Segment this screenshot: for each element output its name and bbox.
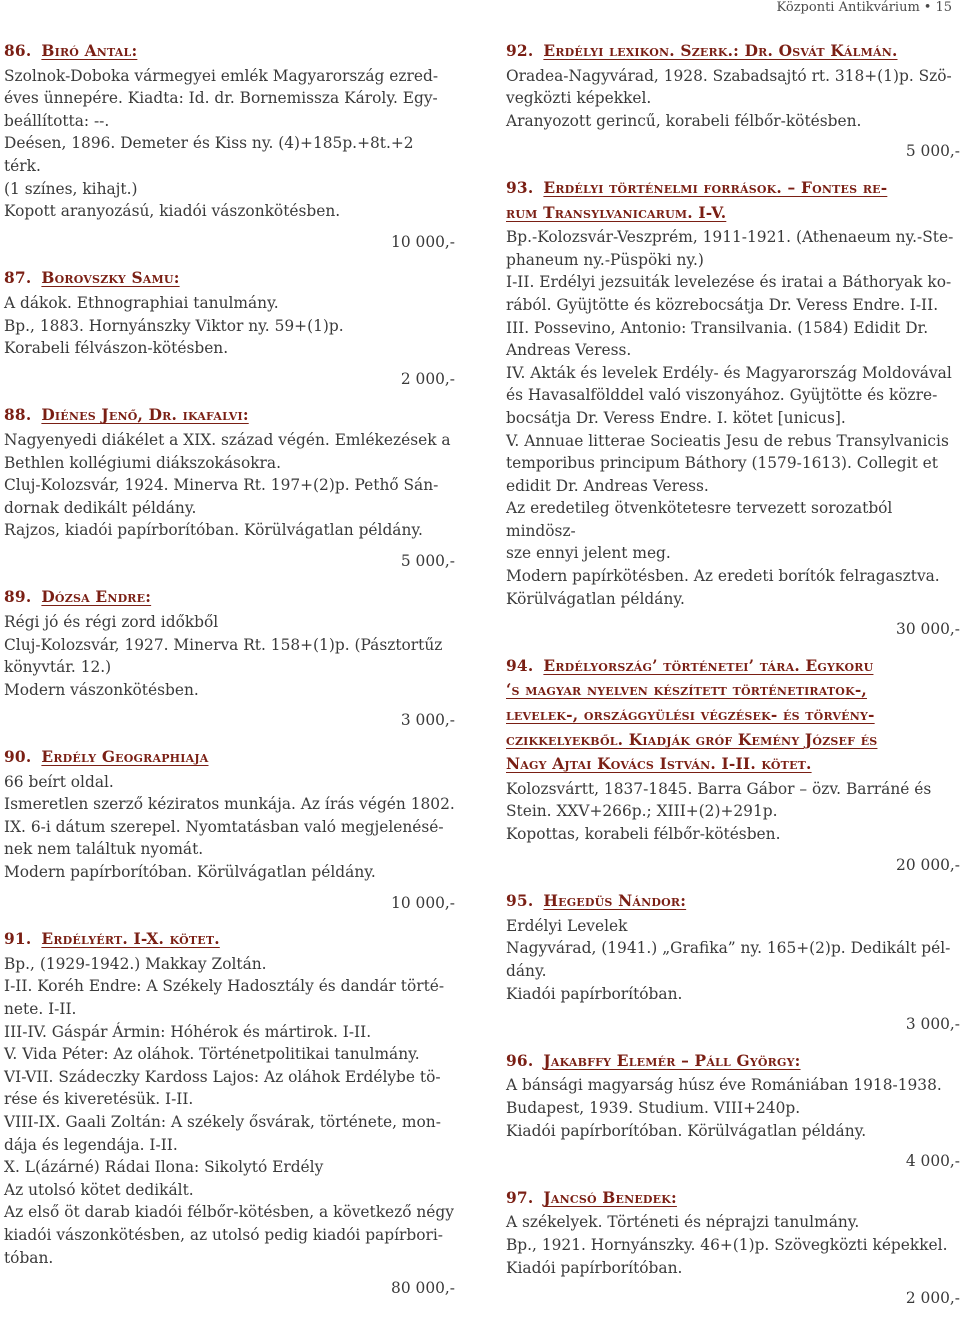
entry-description-line: phaneum ny.-Püspöki ny.)	[506, 250, 704, 269]
entry-title-text: levelek-, országgyülési végzések- és törvény-	[506, 706, 875, 725]
entry-description-line: Aranyozott gerincű, korabeli félbőr-kötésben.	[506, 111, 862, 130]
entry-title-continued	[506, 679, 960, 702]
entry-price: 2 000,-	[400, 369, 455, 388]
entry-price: 3 000,-	[400, 711, 455, 730]
entry-price: 4 000,-	[905, 1152, 960, 1171]
entry-description-line: Modern vászonkötésben.	[4, 680, 199, 699]
entry-description-line: Ismeretlen szerző kéziratos munkája. Az írás végén 1802.	[4, 795, 455, 814]
entry-description-line: Bp., (1929-1942.) Makkay Zoltán.	[4, 954, 267, 973]
entry-title-continued	[506, 704, 960, 727]
catalog-entry	[506, 1187, 960, 1310]
entry-author-title: Biró Antal:	[41, 42, 138, 60]
entry-description-line: dány.	[506, 961, 547, 980]
entry-description-line: könyvtár. 12.)	[4, 658, 112, 677]
entry-description-line: Régi jó és régi zord időkből	[4, 613, 219, 632]
catalog-entry	[4, 746, 455, 914]
entry-description-line: dornak dedikált példány.	[4, 498, 197, 517]
entry-description-line: Andreas Veress.	[506, 341, 632, 360]
entry-number: 96.	[506, 1051, 534, 1070]
catalog-entry	[4, 404, 455, 572]
entry-description-line: Deésen, 1896. Demeter és Kiss ny. (4)+185p.+8t.+2 térk.	[4, 134, 414, 175]
entry-title	[506, 655, 960, 678]
entry-title	[506, 177, 960, 200]
entry-description-line: A bánsági magyarság húsz éve Romániában 1918-1938.	[506, 1076, 942, 1095]
entry-description-line: és Havasalfölddel való viszonyához. Gyüjtötte és közre-	[506, 386, 938, 405]
entry-description-line: VIII-IX. Gaali Zoltán: A székely ősvárak, története, mon-	[4, 1112, 441, 1131]
entry-description-line: vegközti képekkel.	[506, 89, 652, 108]
entry-description-line: Cluj-Kolozsvár, 1924. Minerva Rt. 197+(2)p. Pethő Sán-	[4, 476, 439, 495]
entry-description-line: Az utolsó kötet dedikált.	[4, 1180, 194, 1199]
entry-description-line: Modern papírkötésben. Az eredeti borítók felragasztva.	[506, 567, 940, 586]
entry-description-line: 66 beírt oldal.	[4, 772, 114, 791]
entry-description-line: Az eredetileg ötvenkötetesre tervezett sorozatból mindösz-	[506, 499, 893, 540]
entry-number: 87.	[4, 269, 32, 288]
entry-description-line: V. Annuae litterae Socieatis Jesu de rebus Transylvanicis	[506, 431, 949, 450]
entry-description-line: Az első öt darab kiadói félbőr-kötésben, a következő négy	[4, 1203, 454, 1222]
entry-description-line: Szolnok-Doboka vármegyei emlék Magyarország ezred-	[4, 66, 439, 85]
entry-description-line: edidit Dr. Andreas Veress.	[506, 476, 709, 495]
entry-number: 93.	[506, 178, 534, 197]
entry-title	[4, 928, 455, 951]
entry-description-line: Modern papírborítóban. Körülvágatlan példány.	[4, 863, 376, 881]
entry-title-text: rum Transylvanicarum. I-V.	[506, 203, 727, 222]
entry-description-line: X. L(ázárné) Rádai Ilona: Sikolytó Erdély	[4, 1158, 324, 1177]
entry-description-line: V. Vida Péter: Az oláhok. Történetpolitikai tanulmány.	[4, 1045, 420, 1064]
entry-price: 2 000,-	[905, 1289, 960, 1308]
entry-author-title: Erdélyért. I-X. kötet.	[41, 930, 220, 949]
catalog-entry	[506, 40, 960, 163]
entry-price: 10 000,-	[391, 232, 455, 251]
entry-author-title: Erdélyország’ történetei’ tára. Egykoru	[543, 656, 874, 675]
catalog-entry	[4, 40, 455, 253]
entry-description-line: Kiadói papírborítóban.	[506, 984, 683, 1003]
page-header	[777, 0, 952, 18]
entry-description-line: Kopott aranyozású, kiadói vászonkötésben.	[4, 202, 341, 221]
catalog-entry	[506, 655, 960, 876]
catalog-entry	[4, 586, 455, 732]
entry-description-line: Bp., 1883. Hornyánszky Viktor ny. 59+(1)p.	[4, 316, 344, 335]
entry-author-title: Borovszky Samu:	[41, 269, 180, 288]
entry-description-line: Erdélyi Levelek	[506, 916, 628, 935]
entry-title	[506, 40, 960, 63]
entry-author-title: Hegedüs Nándor:	[543, 892, 687, 911]
section-title: Központi Antikvárium	[776, 0, 920, 15]
entry-title	[4, 746, 455, 769]
entry-number: 91.	[4, 930, 32, 949]
entry-description-line: Oradea-Nagyvárad, 1928. Szabadsajtó rt. 318+(1)p. Szö-	[506, 66, 952, 85]
entry-price: 3 000,-	[905, 1015, 960, 1034]
entry-description-line: I-II. Erdélyi jezsuiták levelezése és iratai a Báthoryak ko-	[506, 273, 952, 292]
entry-description-line: III. Possevino, Antonio: Transilvania. (1584) Edidit Dr.	[506, 318, 929, 337]
right-column	[506, 40, 960, 1324]
entry-description-line: Nagyvárad, (1941.) „Grafika” ny. 165+(2)p. Dedikált pél-	[506, 939, 951, 958]
left-column	[4, 40, 455, 1314]
entry-number: 95.	[506, 892, 534, 911]
entry-author-title: Erdélyi lexikon. Szerk.: Dr. Osvát Kálmán.	[543, 42, 898, 60]
entry-number: 97.	[506, 1188, 534, 1207]
entry-title	[4, 40, 455, 63]
entry-description-line: éves ünnepére. Kiadta: Id. dr. Bornemissza Károly. Egy-	[4, 89, 438, 108]
entry-author-title: Erdély Geographiaja	[41, 748, 209, 767]
entry-description-line: rából. Gyüjtötte és közrebocsátja Dr. Veress Endre. I-II.	[506, 295, 939, 314]
entry-description-line: A dákok. Ethnographiai tanulmány.	[4, 293, 279, 312]
entry-number: 94.	[506, 656, 534, 675]
entry-description-line: nek nem találtuk nyomát.	[4, 840, 204, 859]
entry-price: 5 000,-	[905, 142, 960, 161]
entry-description-line: IX. 6-i dátum szerepel. Nyomtatásban való megjelenésé-	[4, 817, 444, 836]
entry-description-line: tóban.	[4, 1248, 54, 1267]
entry-title	[4, 586, 455, 609]
catalog-entry	[506, 890, 960, 1036]
entry-price: 5 000,-	[400, 551, 455, 570]
entry-title	[4, 404, 455, 427]
catalog-entry	[506, 1050, 960, 1173]
entry-number: 92.	[506, 42, 534, 60]
entry-description-line: temporibus principum Báthory (1579-1613). Collegit et	[506, 454, 938, 473]
entry-description-line: Körülvágatlan példány.	[506, 589, 685, 608]
entry-title-continued	[506, 753, 960, 776]
entry-number: 86.	[4, 42, 32, 60]
entry-number: 88.	[4, 406, 32, 425]
entry-description-line: Kopottas, korabeli félbőr-kötésben.	[506, 825, 781, 843]
entry-price: 20 000,-	[896, 855, 960, 874]
entry-description-line: III-IV. Gáspár Ármin: Hóhérok és mártirok. I-II.	[4, 1022, 372, 1041]
entry-title	[506, 890, 960, 913]
entry-author-title: Diénes Jenő, Dr. ikafalvi:	[41, 406, 249, 425]
entry-description-line: Bethlen kollégiumi diákszokásokra.	[4, 453, 281, 472]
entry-description-line: IV. Akták és levelek Erdély- és Magyarország Moldovával	[506, 363, 952, 382]
entry-description-line: Nagyenyedi diákélet a XIX. század végén. Emlékezések a	[4, 430, 451, 449]
entry-price: 80 000,-	[391, 1279, 455, 1298]
entry-description-line: Rajzos, kiadói papírborítóban. Körülvágatlan példány.	[4, 521, 423, 540]
entry-description-line: kiadói vászonkötésben, az utolsó pedig kiadói papírbori-	[4, 1225, 443, 1244]
entry-description-line: bocsátja Dr. Veress Endre. I. kötet [unicus].	[506, 408, 846, 427]
catalog-entry	[4, 928, 455, 1300]
entry-title-continued	[506, 729, 960, 752]
entry-author-title: Jancsó Benedek:	[543, 1188, 677, 1207]
catalog-entry	[4, 267, 455, 390]
entry-number: 89.	[4, 588, 32, 607]
entry-price: 10 000,-	[391, 893, 455, 912]
entry-description-line: beállította: --.	[4, 111, 110, 130]
entry-description-line: Kiadói papírborítóban. Körülvágatlan példány.	[506, 1121, 867, 1140]
entry-description-line: Stein. XXV+266p.; XIII+(2)+291p.	[506, 802, 778, 821]
entry-description-line: A székelyek. Történeti és néprajzi tanulmány.	[506, 1213, 860, 1232]
entry-description-line: I-II. Koréh Endre: A Székely Hadosztály és dandár törté-	[4, 977, 445, 996]
entry-author-title: Dózsa Endre:	[41, 588, 152, 607]
page-number: 15	[935, 0, 952, 15]
entry-title	[506, 1050, 960, 1073]
entry-author-title: Jakabffy Elemér – Páll György:	[543, 1051, 801, 1070]
entry-description-line: rése és kiveretésük. I-II.	[4, 1090, 194, 1109]
entry-number: 90.	[4, 748, 32, 767]
entry-description-line: Bp., 1921. Hornyánszky. 46+(1)p. Szövegközti képekkel.	[506, 1235, 948, 1254]
entry-description-line: dája és legendája. I-II.	[4, 1135, 178, 1154]
entry-description-line: nete. I-II.	[4, 999, 77, 1018]
entry-title-text: ‘s magyar nyelven készített történetiratok-,	[506, 681, 867, 700]
entry-description-line: Bp.-Kolozsvár-Veszprém, 1911-1921. (Athenaeum ny.-Ste-	[506, 228, 954, 247]
entry-description-line: Kolozsvártt, 1837-1845. Barra Gábor – özv. Barráné és	[506, 779, 932, 798]
entry-description-line: Budapest, 1939. Studium. VIII+240p.	[506, 1098, 801, 1117]
entry-description-line: VI-VII. Szádeczky Kardoss Lajos: Az oláhok Erdélybe tö-	[4, 1067, 441, 1086]
entry-title	[506, 1187, 960, 1210]
entry-title-text: czikkelyekből. Kiadják gróf Kemény József és	[506, 730, 878, 749]
entry-price: 30 000,-	[896, 620, 960, 639]
catalog-entry	[506, 177, 960, 641]
entry-title-continued	[506, 202, 960, 225]
entry-title	[4, 267, 455, 290]
entry-description-line: (1 színes, kihajt.)	[4, 179, 138, 198]
entry-description-line: Cluj-Kolozsvár, 1927. Minerva Rt. 158+(1)p. (Pásztortűz	[4, 635, 443, 654]
entry-description-line: sze ennyi jelent meg.	[506, 544, 671, 563]
header-separator: •	[923, 0, 932, 15]
entry-title-text: Nagy Ajtai Kovács István. I-II. kötet.	[506, 755, 812, 774]
entry-description-line: Korabeli félvászon-kötésben.	[4, 339, 229, 358]
entry-description-line: Kiadói papírborítóban.	[506, 1258, 683, 1277]
entry-author-title: Erdélyi történelmi források. – Fontes re-	[543, 178, 888, 197]
